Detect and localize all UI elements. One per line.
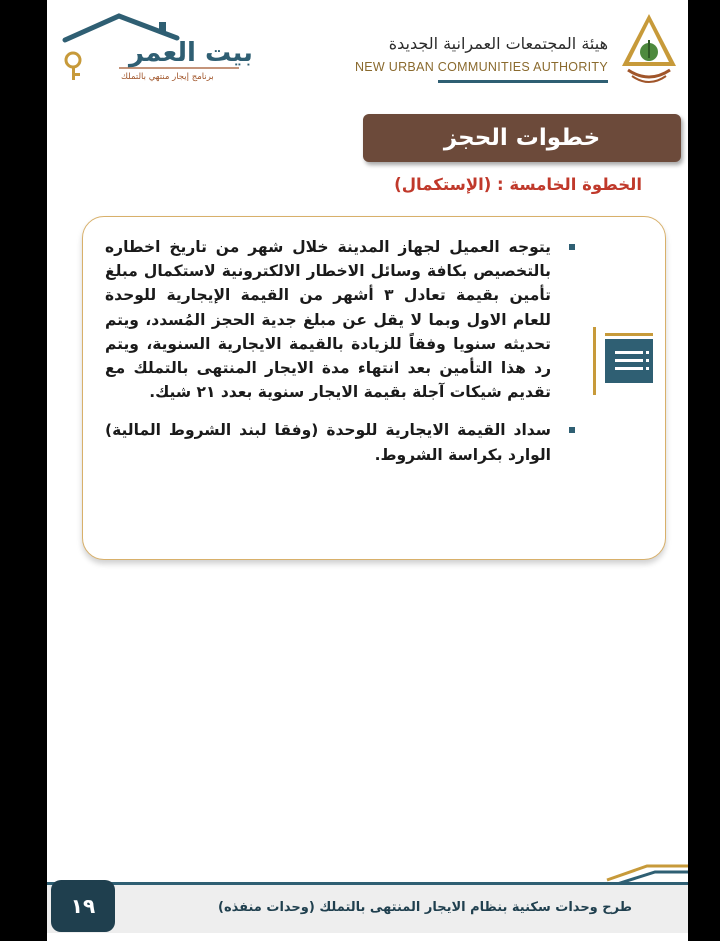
program-logo-title: بيت العمر bbox=[129, 38, 253, 68]
footer-text: طرح وحدات سكنية بنظام الايجار المنتهى بالتملك (وحدات منفذه) bbox=[218, 900, 632, 915]
list-item: سداد القيمة الايجارية للوحدة (وفقا لبند الشروط المالية) الوارد بكراسة الشروط. bbox=[105, 418, 575, 466]
program-logo bbox=[59, 10, 253, 88]
authority-emblem-icon bbox=[618, 12, 680, 88]
list-item: يتوجه العميل لجهاز المدينة خلال شهر من تاريخ اخطاره بالتخصيص بكافة وسائل الاخطار الالكترونية لاستكمال مبلغ تأمين بقيمة تعادل ٣ أشهر من القيمة الإيجارية للوحدة للعام الاول وبما لا يقل عن مبلغ جدية الحجز المُسدد، ويتم تحديثه سنويا وفقاً للزيادة بالقيمة الايجارية السنوية، ويتم رد هذا التأمين بعد انتهاء مدة الايجار المنتهى بالتملك مع تقديم شيكات آجلة بقيمة الايجار سنوية بعدد ٢١ شيك. bbox=[105, 235, 575, 404]
section-title-banner: خطوات الحجز bbox=[363, 114, 681, 162]
authority-header bbox=[354, 12, 680, 90]
header-divider bbox=[438, 80, 608, 83]
program-logo-subtitle: برنامج إيجار منتهي بالتملك bbox=[121, 72, 214, 82]
document-page bbox=[47, 0, 688, 941]
authority-name-arabic: هيئة المجتمعات العمرانية الجديدة bbox=[388, 34, 608, 53]
authority-name-english: NEW URBAN COMMUNITIES AUTHORITY bbox=[354, 60, 608, 74]
bullet-list bbox=[105, 235, 575, 481]
content-box bbox=[82, 216, 666, 560]
document-list-icon bbox=[593, 327, 655, 395]
page-number: ١٩ bbox=[51, 880, 115, 932]
step-title: الخطوة الخامسة : (الإستكمال) bbox=[394, 175, 642, 194]
